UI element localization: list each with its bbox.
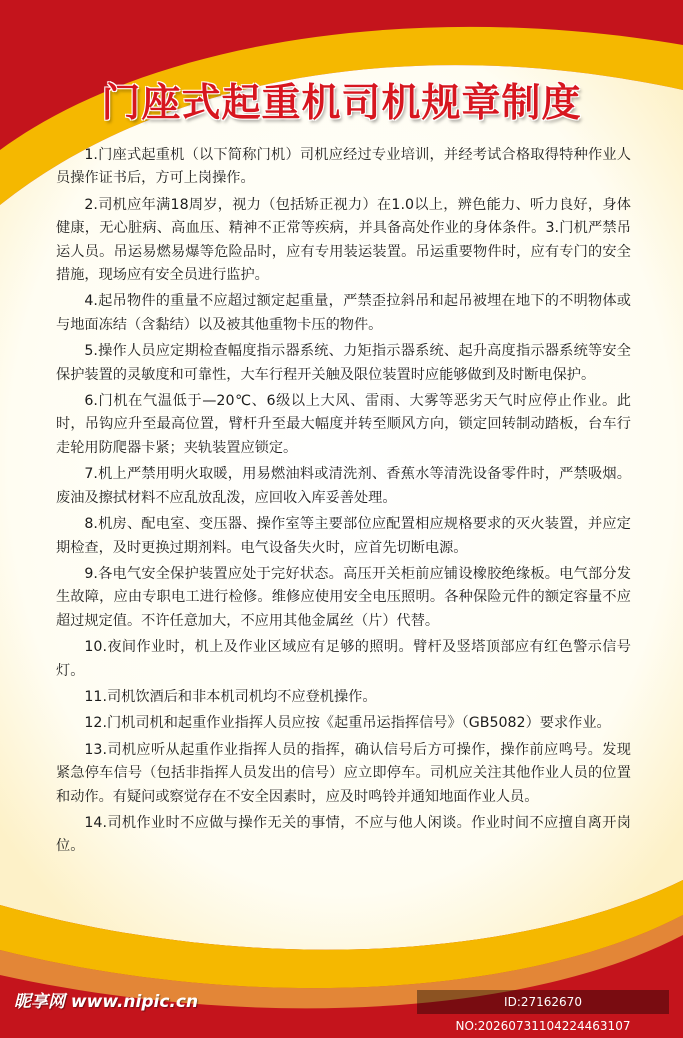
regulation-paragraph: 1.门座式起重机（以下简称门机）司机应经过专业培训，并经考试合格取得特种作业人员操作证书后，方可上岗操作。 [56, 147, 631, 187]
regulation-paragraph: 14.司机作业时不应做与操作无关的事情，不应与他人闲谈。作业时间不应擅自离开岗位。 [56, 814, 631, 855]
regulation-paragraph: 6.门机在气温低于—20℃、6级以上大风、雷雨、大雾等恶劣天气时应停止作业。此时，吊钩应升至最高位置，臂杆升至最大幅度并转至顺风方向，锁定回转制动踏板，台车行走轮用防爬器卡紧；夹轨装置应锁定。 [56, 393, 631, 456]
regulation-paragraph: 2.司机应年满18周岁，视力（包括矫正视力）在1.0以上，辨色能力、听力良好，身体健康，无心脏病、高血压、精神不正常等疾病，并具备高处作业的身体条件。3.门机严禁吊运人员。吊运易燃易爆等危险品时，应有专用装运装置。吊运重要物件时，应有专门的安全措施，现场应有安全员进行监护。 [56, 196, 631, 284]
page-title: 门座式起重机司机规章制度 [101, 81, 582, 126]
watermark-logo: 昵享网 www.nipic.cn [14, 992, 199, 1012]
regulation-paragraph: 13.司机应听从起重作业指挥人员的指挥，确认信号后方可操作，操作前应鸣号。发现紧急停车信号（包括非指挥人员发出的信号）应立即停车。司机应关注其他作业人员的位置和动作。有疑问或察觉存在不安全因素时，应及时鸣铃并通知地面作业人员。 [56, 741, 631, 805]
regulation-paragraph: 7.机上严禁用明火取暖，用易燃油料或清洗剂、香蕉水等清洗设备零件时，严禁吸烟。废油及擦拭材料不应乱放乱泼，应回收入库妥善处理。 [56, 466, 631, 506]
regulation-paragraph: 8.机房、配电室、变压器、操作室等主要部位应配置相应规格要求的灭火装置，并应定期检查，及时更换过期剂料。电气设备失火时，应首先切断电源。 [56, 516, 631, 556]
regulation-paragraph: 10.夜间作业时，机上及作业区域应有足够的照明。臂杆及竖塔顶部应有红色警示信号灯。 [56, 639, 631, 679]
regulations-body [56, 144, 631, 862]
regulation-paragraph: 9.各电气安全保护装置应处于完好状态。高压开关柜前应铺设橡胶绝缘板。电气部分发生故障，应由专职电工进行检修。维修应使用安全电压照明。各种保险元件的额定容量不应超过规定值。不许任意加大，不应用其他金属丝（片）代替。 [56, 565, 631, 629]
regulation-paragraph: 4.起吊物件的重量不应超过额定起重量，严禁歪拉斜吊和起吊被埋在地下的不明物体或与地面冻结（含黏结）以及被其他重物卡压的物件。 [56, 293, 631, 333]
regulation-paragraph: 12.门机司机和起重作业指挥人员应按《起重吊运指挥信号》（GB5082）要求作业。 [84, 715, 611, 732]
watermark-id: ID:27162670 NO:20260731104224463107 [417, 990, 669, 1014]
regulation-paragraph: 5.操作人员应定期检查幅度指示器系统、力矩指示器系统、起升高度指示器系统等安全保护装置的灵敏度和可靠性，大车行程开关触及限位装置时应能够做到及时断电保护。 [56, 343, 631, 383]
regulation-paragraph: 11.司机饮酒后和非本机司机均不应登机操作。 [84, 688, 377, 705]
